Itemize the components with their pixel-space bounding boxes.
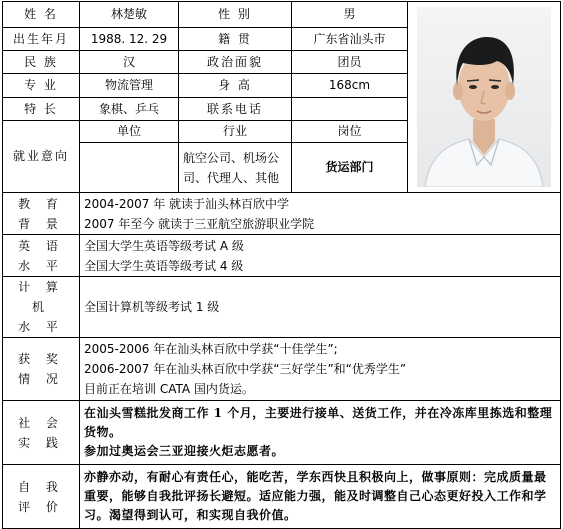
skill-value: 象棋、乒乓 [80, 98, 179, 121]
intent-header-position: 岗位 [292, 121, 408, 143]
political-label: 政治面貌 [179, 51, 292, 74]
award-item: 2005-2006 年在汕头林百欣中学获“十佳学生”; [84, 342, 338, 356]
ethnic-value: 汉 [80, 51, 179, 74]
english-label: 英 语 水 平 [3, 235, 80, 277]
native-value: 广东省汕头市 [292, 28, 408, 51]
self-eval-text: 亦静亦动，有耐心有责任心，能吃苦，学东西快且积极向上，做事原则：完成质量最重要，能够自我批评扬长避短。适应能力强，能及时调整自己心态更好投入工作和学习。渴望得到认可，和实现自我价值。 [80, 465, 561, 529]
computer-label: 计 算 机 水 平 [3, 277, 80, 338]
education-list [80, 193, 561, 235]
english-item: 全国大学生英语等级考试 A 级 [84, 238, 244, 253]
skill-label: 特 长 [3, 98, 80, 121]
award-item: 目前正在培训 CATA 国内货运。 [84, 382, 254, 396]
social-list [80, 401, 561, 465]
computer-item: 全国计算机等级考试 1 级 [84, 300, 220, 314]
height-label: 身 高 [179, 74, 292, 98]
height-value: 168cm [292, 74, 408, 98]
intent-label: 就业意向 [3, 121, 80, 193]
intent-industry-value: 航空公司、机场公司、代理人、其他 [179, 143, 292, 193]
intent-position-value: 货运部门 [292, 143, 408, 193]
education-item: 2007 年至今 就读于三亚航空旅游职业学院 [84, 216, 315, 231]
social-item: 参加过奥运会三亚迎接火炬志愿者。 [84, 444, 285, 458]
gender-label: 性 别 [179, 2, 292, 28]
political-value: 团员 [292, 51, 408, 74]
resume-table [2, 1, 561, 529]
intent-header-unit: 单位 [80, 121, 179, 143]
photo-cell [408, 2, 561, 193]
intent-header-industry: 行业 [179, 121, 292, 143]
ethnic-label: 民 族 [3, 51, 80, 74]
self-eval-label: 自 我 评 价 [3, 465, 80, 529]
computer-list [80, 277, 561, 338]
awards-label: 获 奖 情 况 [3, 338, 80, 401]
contact-label: 联系电话 [179, 98, 292, 121]
contact-value [292, 98, 408, 121]
social-item: 在汕头雪糕批发商工作 1 个月，主要进行接单、送货工作，并在冷冻库里拣选和整理货物。 [84, 406, 553, 439]
gender-value: 男 [292, 2, 408, 28]
name-value: 林楚敏 [80, 2, 179, 28]
awards-list [80, 338, 561, 401]
major-value: 物流管理 [80, 74, 179, 98]
award-item: 2006-2007 年在汕头林百欣中学获“三好学生”和“优秀学生” [84, 362, 407, 376]
social-label: 社 会 实 践 [3, 401, 80, 465]
birth-label: 出生年月 [3, 28, 80, 51]
english-item: 全国大学生英语等级考试 4 级 [84, 258, 244, 273]
education-item: 2004-2007 年 就读于汕头林百欣中学 [84, 196, 290, 211]
birth-value: 1988. 12. 29 [80, 28, 179, 51]
major-label: 专 业 [3, 74, 80, 98]
intent-unit-value [80, 143, 179, 193]
education-label: 教 育 背 景 [3, 193, 80, 235]
english-list [80, 235, 561, 277]
portrait-photo [417, 7, 551, 187]
native-label: 籍 贯 [179, 28, 292, 51]
name-label: 姓 名 [3, 2, 80, 28]
